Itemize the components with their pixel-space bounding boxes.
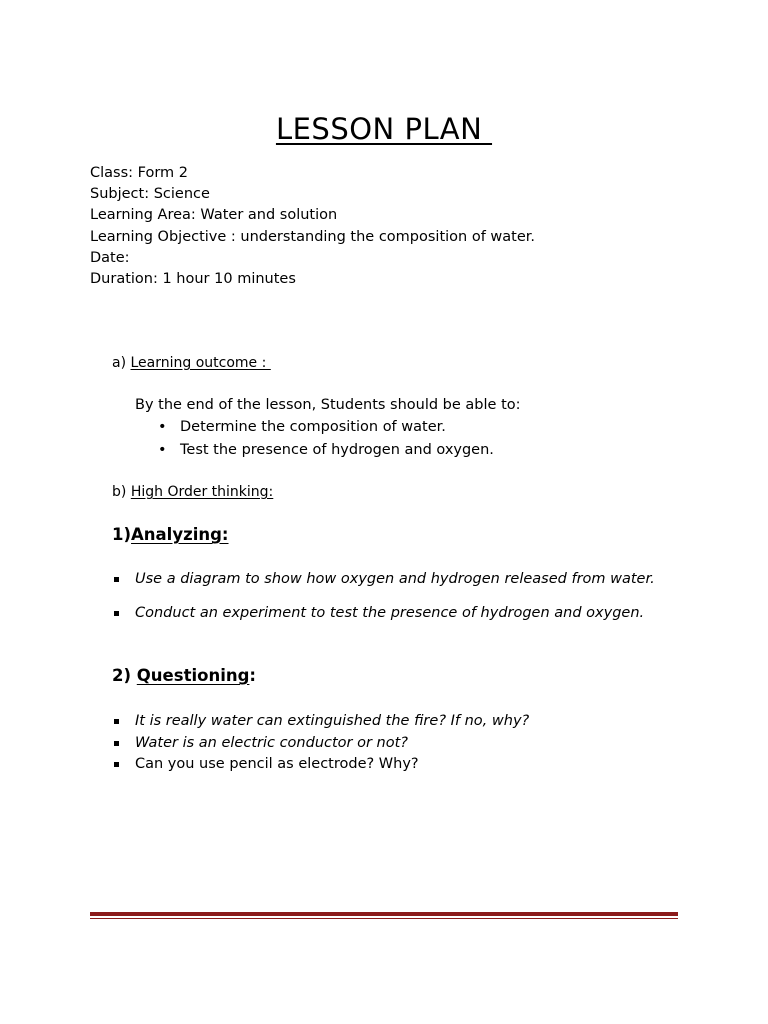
square-bullet-icon	[114, 762, 119, 767]
questioning-colon: :	[249, 666, 257, 685]
questioning-number: 2)	[112, 666, 137, 685]
learning-outcome-label: Learning outcome :	[130, 355, 271, 371]
questioning-list	[112, 711, 672, 776]
high-order-thinking-label: High Order thinking:	[130, 484, 274, 500]
section-b-marker: b)	[112, 484, 131, 500]
section-a-marker: a)	[112, 355, 131, 371]
duration-line: Duration: 1 hour 10 minutes	[90, 271, 296, 288]
questioning-label: Questioning	[136, 666, 250, 685]
square-bullet-icon	[114, 741, 119, 746]
analyzing-heading	[112, 523, 229, 547]
learning-outcome-intro: By the end of the lesson, Students should be able to:	[135, 397, 521, 413]
learning-outcome-list	[158, 416, 494, 461]
subject-line: Subject: Science	[90, 186, 210, 203]
analyzing-number: 1)	[112, 525, 132, 544]
square-bullet-icon	[114, 577, 119, 582]
square-bullet-icon	[114, 611, 119, 616]
list-item: Can you use pencil as electrode? Why?	[112, 754, 672, 776]
list-item: Conduct an experiment to test the presence of hydrogen and oxygen.	[112, 603, 672, 624]
footer-rule-thick	[90, 912, 678, 916]
questioning-heading	[112, 664, 256, 688]
date-line: Date:	[90, 249, 130, 266]
footer-rule-thin	[90, 918, 678, 919]
page-title: LESSON PLAN	[275, 112, 493, 146]
list-item: It is really water can extinguished the fire? If no, why?	[112, 711, 672, 733]
learning-area-line: Learning Area: Water and solution	[90, 207, 338, 224]
square-bullet-icon	[114, 719, 119, 724]
list-item: • Test the presence of hydrogen and oxygen.	[158, 439, 494, 462]
list-item: • Determine the composition of water.	[158, 416, 494, 439]
lesson-info	[90, 163, 535, 290]
learning-objective-line: Learning Objective : understanding the composition of water.	[90, 228, 536, 245]
bullet-icon: •	[158, 441, 167, 458]
analyzing-label: Analyzing:	[131, 525, 229, 544]
learning-outcome-heading	[112, 353, 271, 373]
high-order-thinking-heading	[112, 482, 273, 502]
bullet-icon: •	[158, 419, 167, 435]
list-item: Use a diagram to show how oxygen and hydrogen released from water.	[112, 569, 672, 590]
analyzing-list	[112, 569, 672, 623]
class-line: Class: Form 2	[90, 165, 189, 181]
list-item: Water is an electric conductor or not?	[112, 733, 672, 755]
